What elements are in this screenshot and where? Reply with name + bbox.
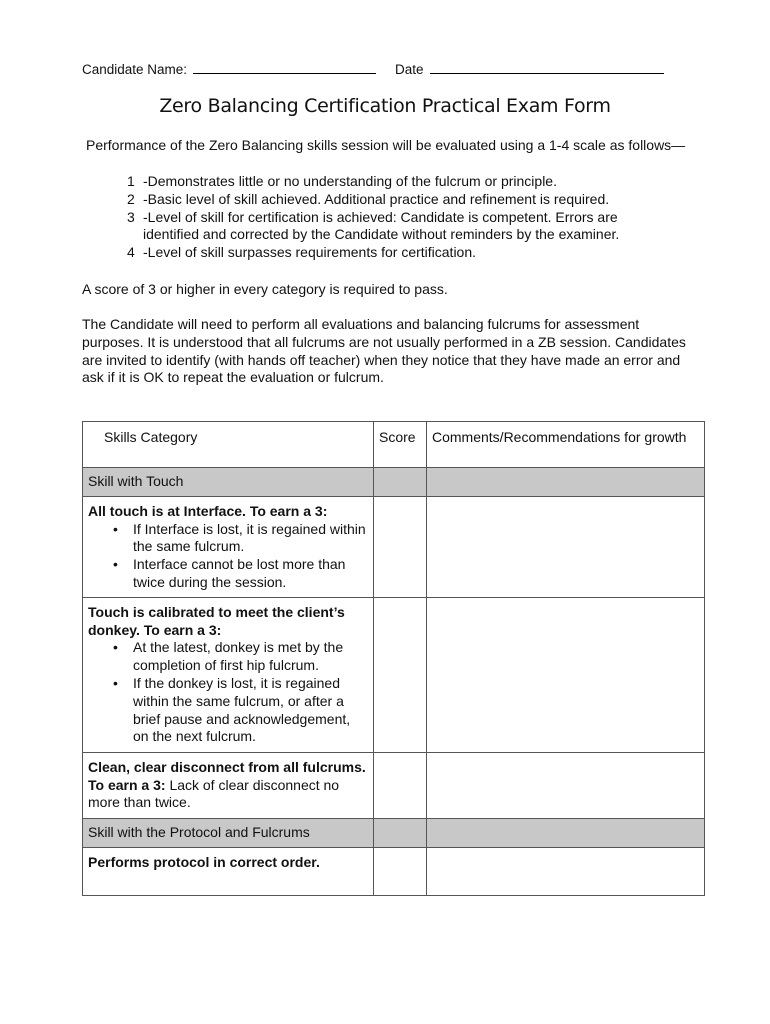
comments-cell[interactable] — [427, 496, 705, 597]
score-cell[interactable] — [374, 818, 427, 847]
scale-item — [127, 244, 687, 262]
table-row — [83, 752, 705, 818]
table-header-row — [83, 422, 705, 468]
score-cell[interactable] — [374, 597, 427, 752]
list-item: • At the latest, donkey is met by the completion of first hip fulcrum. — [113, 639, 344, 674]
table-row — [83, 847, 705, 895]
skill-title: Clean, clear disconnect from all fulcrums. To earn a 3: — [88, 758, 366, 793]
skill-cell — [83, 496, 374, 597]
table-row — [83, 496, 705, 597]
scale-list — [127, 173, 687, 262]
requirements-paragraph: The Candidate will need to perform all evaluations and balancing fulcrums for assessment purposes. It is understood that all fulcrums are not usually performed in a ZB session. Candidates are invited to identify (with hands off teacher) when they notice that they have made an error and ask if it is OK to repeat the evaluation or fulcrum. — [82, 316, 686, 386]
score-header: Score — [374, 422, 427, 468]
skill-bullets — [88, 521, 368, 592]
skill-cell — [83, 752, 374, 818]
list-item: • If the donkey is lost, it is regained within the same fulcrum, or after a brief pause and acknowledgement, on the next fulcrum. — [113, 674, 351, 745]
scale-num: 2 — [127, 190, 135, 207]
date-field — [395, 61, 664, 77]
list-item: • If Interface is lost, it is regained within the same fulcrum. — [113, 520, 366, 555]
bullet-icon: • — [113, 520, 118, 537]
scale-text: -Level of skill for certification is achieved: Candidate is competent. Errors are identified and corrected by the Candidate without reminders by the examiner. — [143, 208, 620, 243]
bullet-icon: • — [113, 639, 118, 656]
skills-table — [82, 421, 705, 896]
list-item: • Interface cannot be lost more than twice during the session. — [113, 556, 346, 590]
skill-title: Performs protocol in correct order. — [88, 853, 320, 870]
category-row-protocol — [83, 818, 705, 847]
skill-cell — [83, 597, 374, 752]
scale-text: -Level of skill surpasses requirements for certification. — [143, 244, 477, 261]
comments-cell[interactable] — [427, 597, 705, 752]
candidate-name-field — [82, 61, 376, 77]
candidate-name-blank[interactable] — [193, 61, 376, 74]
scale-item — [127, 173, 687, 191]
pass-note: A score of 3 or higher in every category is required to pass. — [82, 281, 448, 297]
scale-num: 4 — [127, 244, 135, 261]
bullet-icon: • — [113, 556, 118, 573]
skill-title: Touch is calibrated to meet the client’s donkey. To earn a 3: — [88, 603, 345, 638]
skill-title: All touch is at Interface. To earn a 3: — [88, 502, 328, 519]
skill-bullets — [88, 639, 368, 746]
comments-cell[interactable] — [427, 818, 705, 847]
scale-num: 1 — [127, 173, 135, 189]
score-cell[interactable] — [374, 752, 427, 818]
scale-item — [127, 191, 687, 209]
score-cell[interactable] — [374, 468, 427, 497]
comments-header: Comments/Recommendations for growth — [427, 422, 705, 468]
skill-cell — [83, 847, 374, 895]
date-blank[interactable] — [430, 61, 664, 74]
comments-cell[interactable] — [427, 468, 705, 497]
intro-paragraph: Performance of the Zero Balancing skills session will be evaluated using a 1-4 scale as follows— — [86, 137, 686, 153]
category-row-touch — [83, 468, 705, 497]
category-label: Skill with the Protocol and Fulcrums — [83, 818, 374, 847]
candidate-name-label: Candidate Name: — [82, 62, 188, 77]
scale-num: 3 — [127, 208, 135, 225]
skills-category-header: Skills Category — [83, 422, 374, 468]
comments-cell[interactable] — [427, 752, 705, 818]
comments-cell[interactable] — [427, 847, 705, 895]
score-cell[interactable] — [374, 847, 427, 895]
scale-item — [127, 209, 687, 245]
category-label: Skill with Touch — [83, 468, 374, 497]
date-label: Date — [395, 62, 424, 77]
skill-text: Lack of clear disconnect no more than twice. — [88, 776, 340, 811]
page-title: Zero Balancing Certification Practical Exam Form — [159, 95, 611, 117]
bullet-icon: • — [113, 674, 118, 691]
scale-text: -Basic level of skill achieved. Additional practice and refinement is required. — [143, 190, 610, 207]
score-cell[interactable] — [374, 496, 427, 597]
scale-text: -Demonstrates little or no understanding of the fulcrum or principle. — [143, 173, 557, 189]
table-row — [83, 597, 705, 752]
